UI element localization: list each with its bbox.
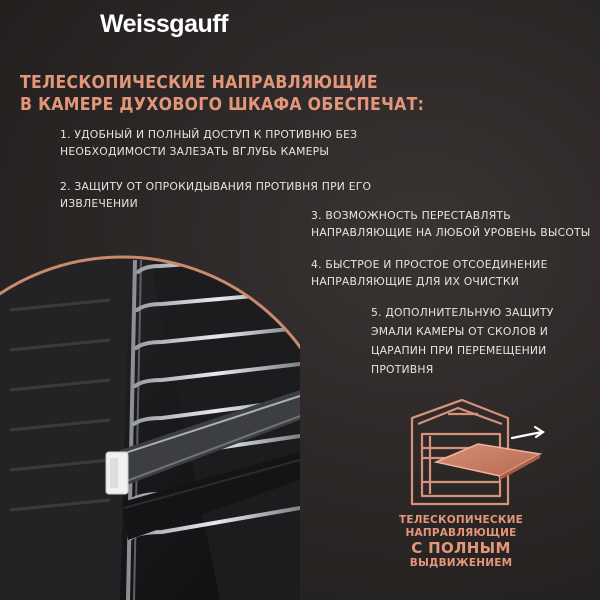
benefit-5-line-2: ЭМАЛИ КАМЕРЫ ОТ СКОЛОВ И [371,325,549,338]
benefit-item-5 [371,303,554,379]
benefit-1-line-2: НЕОБХОДИМОСТИ ЗАЛЕЗАТЬ ВГЛУБЬ КАМЕРЫ [60,145,330,158]
benefit-2-line-1: 2. ЗАЩИТУ ОТ ОПРОКИДЫВАНИЯ ПРОТИВНЯ ПРИ ЕГО [60,180,372,193]
headline [20,72,580,116]
caption [388,514,534,570]
caption-line-4: ВЫДВИЖЕНИЕМ [409,557,513,569]
benefit-2-line-2: ИЗВЛЕЧЕНИИ [60,197,138,210]
benefit-3-line-1: 3. ВОЗМОЖНОСТЬ ПЕРЕСТАВЛЯТЬ [311,209,511,222]
benefit-item-4 [311,256,548,290]
benefit-4-line-1: 4. БЫСТРОЕ И ПРОСТОЕ ОТСОЕДИНЕНИЕ [311,258,548,271]
benefit-5-line-4: ПРОТИВНЯ [371,363,434,376]
caption-line-1: ТЕЛЕСКОПИЧЕСКИЕ [399,514,523,526]
benefit-4-line-2: НАПРАВЛЯЮЩИЕ ДЛЯ ИХ ОЧИСТКИ [311,275,519,288]
oven-rails-photo-icon [0,240,300,600]
benefit-5-line-3: ЦАРАПИН ПРИ ПЕРЕМЕЩЕНИИ [371,344,547,357]
benefit-1-line-1: 1. УДОБНЫЙ И ПОЛНЫЙ ДОСТУП К ПРОТИВНЮ БЕЗ [60,128,358,141]
benefit-5-line-1: 5. ДОПОЛНИТЕЛЬНУЮ ЗАЩИТУ [371,306,554,319]
caption-line-3: С ПОЛНЫМ [411,539,511,557]
benefit-3-line-2: НАПРАВЛЯЮЩИЕ НА ЛЮБОЙ УРОВЕНЬ ВЫСОТЫ [311,226,591,239]
headline-line-1: ТЕЛЕСКОПИЧЕСКИЕ НАПРАВЛЯЮЩИЕ [20,73,378,93]
headline-line-2: В КАМЕРЕ ДУХОВОГО ШКАФА ОБЕСПЕЧАТ: [20,95,425,115]
benefit-item-3 [311,207,591,241]
brand-logo: Weissgauff [100,10,228,38]
benefit-item-1 [60,126,357,160]
caption-line-2: НАПРАВЛЯЮЩИЕ [405,527,517,539]
oven-tray-extension-icon [408,396,553,508]
